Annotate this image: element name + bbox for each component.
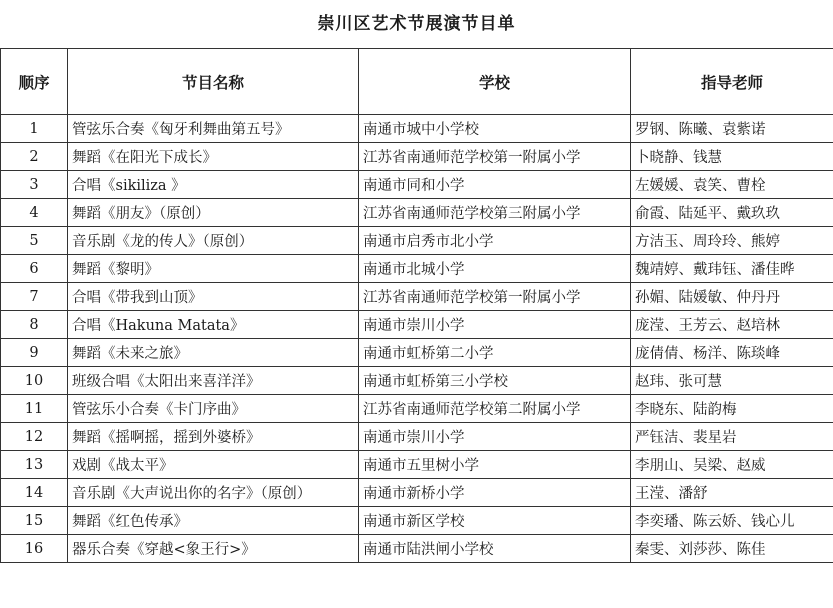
cell-order: 3 (1, 171, 68, 199)
table-row (1, 255, 833, 283)
cell-order: 2 (1, 143, 68, 171)
cell-order: 6 (1, 255, 68, 283)
header-teachers: 指导老师 (631, 49, 833, 115)
cell-order: 4 (1, 199, 68, 227)
table-row (1, 451, 833, 479)
cell-teachers: 卜晓静、钱慧 (631, 143, 833, 171)
cell-order: 12 (1, 423, 68, 451)
table-row (1, 367, 833, 395)
table-row (1, 143, 833, 171)
cell-program-name: 舞蹈《红色传承》 (68, 507, 359, 535)
page-title: 崇川区艺术节展演节目单 (317, 14, 516, 34)
cell-teachers: 方洁玉、周玲玲、熊婷 (631, 227, 833, 255)
cell-teachers: 孙媚、陆媛敏、仲丹丹 (631, 283, 833, 311)
cell-order: 14 (1, 479, 68, 507)
table-row (1, 227, 833, 255)
cell-teachers: 严钰洁、裴星岩 (631, 423, 833, 451)
cell-teachers: 李奕璠、陈云娇、钱心儿 (631, 507, 833, 535)
table-row (1, 423, 833, 451)
table-row (1, 171, 833, 199)
cell-program-name: 音乐剧《龙的传人》（原创） (68, 227, 359, 255)
cell-school: 南通市同和小学 (359, 171, 631, 199)
cell-teachers: 庞滢、王芳云、赵培林 (631, 311, 833, 339)
cell-order: 9 (1, 339, 68, 367)
cell-teachers: 赵玮、张可慧 (631, 367, 833, 395)
cell-school: 南通市北城小学 (359, 255, 631, 283)
cell-program-name: 舞蹈《在阳光下成长》 (68, 143, 359, 171)
table-row (1, 283, 833, 311)
cell-program-name: 管弦乐合奏《匈牙利舞曲第五号》 (68, 115, 359, 143)
cell-school: 江苏省南通师范学校第三附属小学 (359, 199, 631, 227)
cell-school: 南通市新桥小学 (359, 479, 631, 507)
cell-program-name: 舞蹈《未来之旅》 (68, 339, 359, 367)
table-row (1, 311, 833, 339)
cell-school: 南通市崇川小学 (359, 423, 631, 451)
cell-order: 5 (1, 227, 68, 255)
cell-order: 1 (1, 115, 68, 143)
cell-order: 7 (1, 283, 68, 311)
cell-order: 10 (1, 367, 68, 395)
cell-school: 江苏省南通师范学校第一附属小学 (359, 283, 631, 311)
cell-school: 南通市城中小学校 (359, 115, 631, 143)
cell-program-name: 合唱《Hakuna Matata》 (68, 311, 359, 339)
cell-program-name: 班级合唱《太阳出来喜洋洋》 (68, 367, 359, 395)
cell-school: 江苏省南通师范学校第二附属小学 (359, 395, 631, 423)
cell-order: 8 (1, 311, 68, 339)
table-row (1, 115, 833, 143)
cell-teachers: 庞倩倩、杨洋、陈琰峰 (631, 339, 833, 367)
program-table (0, 48, 833, 563)
cell-program-name: 舞蹈《朋友》（原创） (68, 199, 359, 227)
header-order: 顺序 (1, 49, 68, 115)
table-row (1, 479, 833, 507)
cell-program-name: 合唱《sikiliza 》 (68, 171, 359, 199)
header-school: 学校 (359, 49, 631, 115)
cell-teachers: 李晓东、陆韵梅 (631, 395, 833, 423)
cell-order: 13 (1, 451, 68, 479)
cell-program-name: 管弦乐小合奏《卡门序曲》 (68, 395, 359, 423)
table-row (1, 199, 833, 227)
cell-teachers: 李朋山、吴梁、赵威 (631, 451, 833, 479)
cell-program-name: 戏剧《战太平》 (68, 451, 359, 479)
cell-program-name: 舞蹈《黎明》 (68, 255, 359, 283)
cell-teachers: 左媛媛、袁笑、曹栓 (631, 171, 833, 199)
table-row (1, 339, 833, 367)
cell-program-name: 器乐合奏《穿越<象王行>》 (68, 535, 359, 563)
cell-school: 南通市启秀市北小学 (359, 227, 631, 255)
cell-order: 16 (1, 535, 68, 563)
table-row (1, 535, 833, 563)
header-program-name: 节目名称 (68, 49, 359, 115)
cell-school: 南通市崇川小学 (359, 311, 631, 339)
table-row (1, 507, 833, 535)
cell-school: 江苏省南通师范学校第一附属小学 (359, 143, 631, 171)
cell-school: 南通市五里树小学 (359, 451, 631, 479)
cell-order: 15 (1, 507, 68, 535)
cell-teachers: 王滢、潘舒 (631, 479, 833, 507)
cell-school: 南通市虹桥第三小学校 (359, 367, 631, 395)
cell-program-name: 舞蹈《摇啊摇，摇到外婆桥》 (68, 423, 359, 451)
cell-order: 11 (1, 395, 68, 423)
cell-school: 南通市新区学校 (359, 507, 631, 535)
cell-teachers: 秦雯、刘莎莎、陈佳 (631, 535, 833, 563)
cell-teachers: 魏靖婷、戴玮钰、潘佳晔 (631, 255, 833, 283)
cell-teachers: 罗钢、陈曦、袁紫诺 (631, 115, 833, 143)
cell-school: 南通市陆洪闸小学校 (359, 535, 631, 563)
header-row (1, 49, 833, 115)
cell-program-name: 音乐剧《大声说出你的名字》（原创） (68, 479, 359, 507)
cell-teachers: 俞霞、陆延平、戴玖玖 (631, 199, 833, 227)
table-row (1, 395, 833, 423)
cell-school: 南通市虹桥第二小学 (359, 339, 631, 367)
cell-program-name: 合唱《带我到山顶》 (68, 283, 359, 311)
